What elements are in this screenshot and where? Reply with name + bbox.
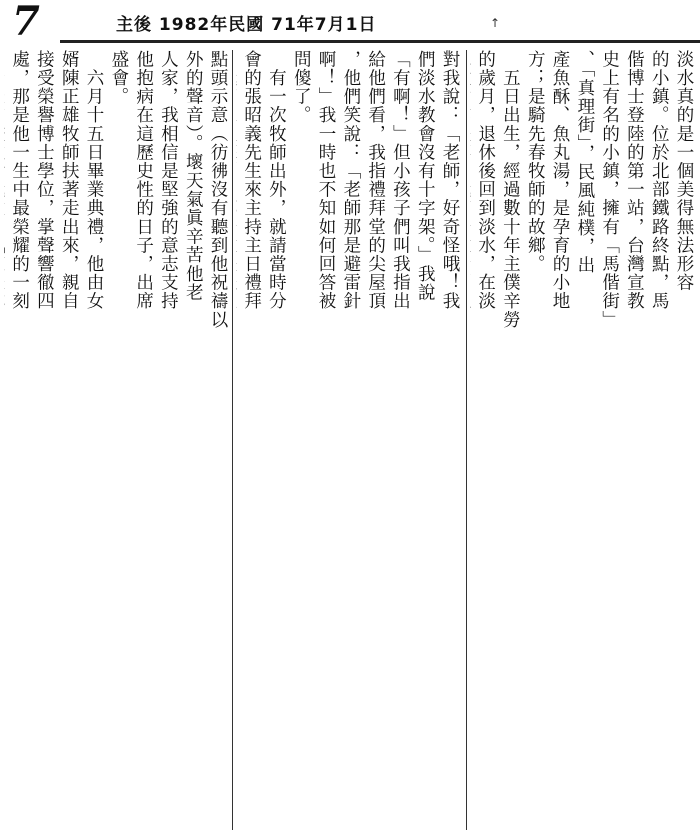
header-mark: ↑ bbox=[490, 16, 501, 30]
header-rule bbox=[60, 40, 700, 43]
issue-date: 主後 1982年民國 71年7月1日 bbox=[116, 15, 377, 35]
page-number: 7 bbox=[12, 0, 40, 45]
page-header bbox=[0, 0, 700, 44]
article-column-2: 對我說：「老師，好奇怪哦！我 們淡水教會沒有十字架。」我說 「有啊！」但小孩子們叫我指出 給他們看，我指禮拜堂的尖屋頂 ，他們笑說：「老師那是避雷針 啊！」我一時也不知如何回答被 問傻了。 有一次牧師出外，就請當時分 會的張昭義先生來主持主日禮拜 bbox=[241, 50, 460, 311]
article-page bbox=[4, 50, 696, 830]
column-divider bbox=[466, 50, 467, 830]
article-column-3: 點頭示意（彷彿沒有聽到他祝禱以 外的聲音）。壞天氣眞辛苦他老 人家，我相信是堅強的意志支持 他抱病在這歷史性的日子，出席 盛會。 六月十五日畢業典禮，他由女 婿陳正雄牧師扶著走出來，親自 接受榮譽博士學位，掌聲響徹四 處，那是他一生中最榮耀的一刻 bbox=[9, 50, 228, 329]
article-column-1: 淡水真的是一個美得無法形容 的小鎮。位於北部鐵路終點，馬 偕博士登陸的第一站，台灣宣教 史上有名的小鎮，擁有「馬偕街」 、「真理街」，民風純樸，出 產魚酥、魚丸湯，是孕育的小地 方；是騎先春牧師的故鄉。 五日出生，經過數十年主僕辛勞 的歲月，退休後回到淡水，在淡 bbox=[475, 50, 694, 329]
column-divider bbox=[232, 50, 233, 830]
